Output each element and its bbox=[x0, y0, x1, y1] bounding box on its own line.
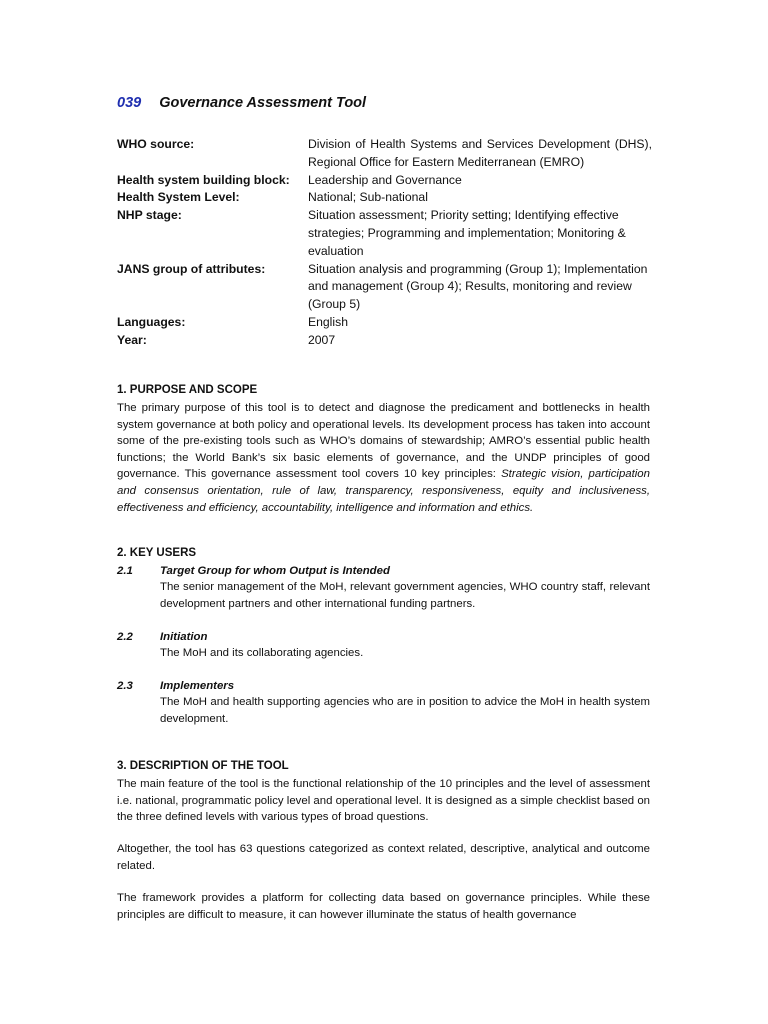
purpose-paragraph bbox=[117, 400, 650, 516]
meta-value: 2007 bbox=[308, 332, 336, 347]
subsection-number: 2.3 bbox=[117, 680, 133, 692]
meta-value: Division of Health Systems and Services Development (DHS), Regional Office for Eastern Mediterranean (EMRO) bbox=[308, 137, 652, 169]
subsection-title: Implementers bbox=[160, 680, 235, 692]
meta-label: Health System Level: bbox=[117, 190, 240, 205]
subsection-number: 2.1 bbox=[117, 565, 133, 577]
meta-row-languages bbox=[117, 314, 652, 332]
meta-row-who-source bbox=[117, 136, 652, 172]
meta-value: National; Sub-national bbox=[308, 190, 428, 205]
meta-label: Languages: bbox=[117, 314, 186, 329]
description-paragraph-2: Altogether, the tool has 63 questions categorized as context related, descriptive, analytical and outcome related. bbox=[117, 843, 650, 872]
meta-row-jans-group bbox=[117, 261, 652, 314]
subsection-text: The MoH and its collaborating agencies. bbox=[160, 647, 364, 660]
meta-label: JANS group of attributes: bbox=[117, 261, 266, 276]
description-paragraph-1: The main feature of the tool is the functional relationship of the 10 principles and the level of assessment i.e. national, programmatic policy level and operational level. It is designed as a simple checklist based on the three defined levels with various types of broad questions. bbox=[117, 778, 650, 824]
document-title-text: Governance Assessment Tool bbox=[159, 95, 367, 111]
subsection-header bbox=[117, 678, 650, 694]
meta-label: WHO source: bbox=[117, 137, 195, 151]
subsection-target-group bbox=[117, 563, 650, 612]
subsection-header bbox=[117, 629, 650, 645]
subsection-title: Initiation bbox=[160, 631, 208, 643]
subsection-number: 2.2 bbox=[117, 631, 133, 643]
subsection-title: Target Group for whom Output is Intended bbox=[160, 565, 390, 577]
meta-row-system-level bbox=[117, 189, 652, 207]
purpose-text: The primary purpose of this tool is to detect and diagnose the predicament and bottlenecks in health system governance at both policy and operational levels. Its development process has taken into account some of the pre-existing tools such as WHO’s domains of stewardship; AMRO’s essential public health functions; the World Bank’s six basic elements of governance, and the UNDP principles of good governance. This governance assessment tool covers 10 key principles: bbox=[117, 402, 650, 481]
subsection-text: The MoH and health supporting agencies who are in position to advice the MoH in health system development. bbox=[160, 696, 650, 725]
meta-label: Health system building block: bbox=[117, 172, 290, 187]
section-heading-purpose: 1. PURPOSE AND SCOPE bbox=[117, 384, 258, 396]
section-heading-key-users: 2. KEY USERS bbox=[117, 547, 197, 559]
subsection-implementers bbox=[117, 678, 650, 727]
description-paragraph-3: The framework provides a platform for collecting data based on governance principles. While these principles are difficult to measure, it can however illuminate the status of health governance bbox=[117, 892, 650, 921]
document-number: 039 bbox=[117, 95, 142, 111]
metadata-table bbox=[117, 136, 652, 350]
meta-label: NHP stage: bbox=[117, 208, 182, 223]
meta-row-building-block bbox=[117, 172, 652, 190]
section-heading-description: 3. DESCRIPTION OF THE TOOL bbox=[117, 760, 289, 772]
subsection-header bbox=[117, 563, 650, 579]
meta-value: Situation analysis and programming (Group 1); Implementation and management (Group 4); Results, monitoring and review (Group 5) bbox=[308, 261, 648, 312]
meta-label: Year: bbox=[117, 332, 147, 347]
meta-row-year bbox=[117, 332, 652, 350]
meta-row-nhp-stage bbox=[117, 207, 652, 260]
meta-value: Situation assessment; Priority setting; Identifying effective strategies; Programming and implementation; Monitoring & evaluation bbox=[308, 208, 626, 258]
meta-value: English bbox=[308, 314, 348, 329]
principles-list: Strategic vision, participation and consensus orientation, rule of law, transparency, responsiveness, equity and inclusiveness, effectiveness and efficiency, accountability, intelligence and information and ethics. bbox=[117, 468, 650, 514]
subsection-text: The senior management of the MoH, relevant government agencies, WHO country staff, relevant development partners and other international funding partners. bbox=[160, 581, 650, 610]
meta-value: Leadership and Governance bbox=[308, 172, 462, 187]
subsection-initiation bbox=[117, 629, 650, 662]
document-title bbox=[117, 95, 366, 111]
